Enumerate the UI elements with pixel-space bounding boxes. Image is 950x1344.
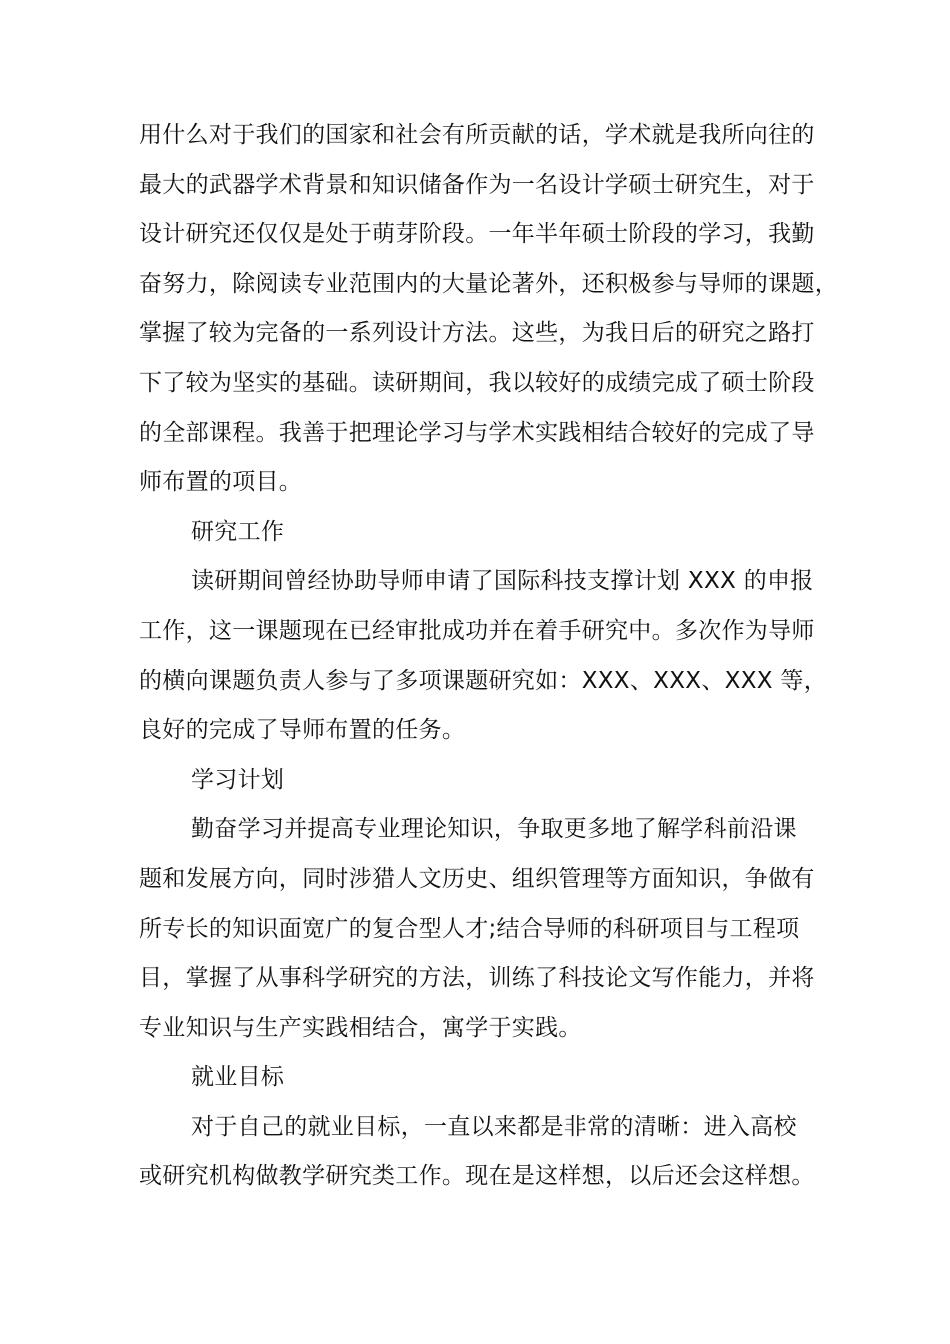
- paragraph-line: 最大的武器学术背景和知识储备作为一名设计学硕士研究生，对于: [139, 171, 815, 198]
- section-heading-study-plan: 学习计划: [191, 766, 285, 793]
- paragraph-line: 对于自己的就业目标，一直以来都是非常的清晰：进入高校: [191, 1113, 797, 1140]
- paragraph-line: 掌握了较为完备的一系列设计方法。这些，为我日后的研究之路打: [139, 320, 815, 347]
- paragraph-line: 或研究机构做教学研究类工作。现在是这样想，以后还会这样想。: [139, 1163, 815, 1190]
- paragraph-line: 良好的完成了导师布置的任务。: [139, 717, 466, 744]
- paragraph-line: 所专长的知识面宽广的复合型人才;结合导师的科研项目与工程项: [139, 915, 800, 942]
- paragraph-line: 目，掌握了从事科学研究的方法，训练了科技论文写作能力，并将: [139, 965, 815, 992]
- paragraph-line: 题和发展方向，同时涉猎人文历史、组织管理等方面知识，争做有: [139, 865, 815, 892]
- paragraph-line: 读研期间曾经协助导师申请了国际科技支撑计划 XXX 的申报: [191, 568, 814, 595]
- paragraph-line: 奋努力，除阅读专业范围内的大量论著外，还积极参与导师的课题，: [139, 270, 838, 297]
- paragraph-line: 的横向课题负责人参与了多项课题研究如：XXX、XXX、XXX 等，: [139, 667, 828, 694]
- paragraph-line: 工作，这一课题现在已经审批成功并在着手研究中。多次作为导师: [139, 617, 815, 644]
- paragraph-line: 勤奋学习并提高专业理论知识，争取更多地了解学科前沿课: [191, 816, 797, 843]
- paragraph-line: 师布置的项目。: [139, 469, 303, 496]
- section-heading-research: 研究工作: [191, 518, 285, 545]
- document-body: [139, 111, 839, 1202]
- paragraph-line: 的全部课程。我善于把理论学习与学术实践相结合较好的完成了导: [139, 419, 815, 446]
- paragraph-line: 下了较为坚实的基础。读研期间，我以较好的成绩完成了硕士阶段: [139, 369, 815, 396]
- section-heading-career-goal: 就业目标: [191, 1064, 285, 1091]
- paragraph-line: 设计研究还仅仅是处于萌芽阶段。一年半年硕士阶段的学习，我勤: [139, 221, 815, 248]
- paragraph-line: 用什么对于我们的国家和社会有所贡献的话，学术就是我所向往的: [139, 122, 815, 148]
- paragraph-line: 专业知识与生产实践相结合，寓学于实践。: [139, 1014, 582, 1041]
